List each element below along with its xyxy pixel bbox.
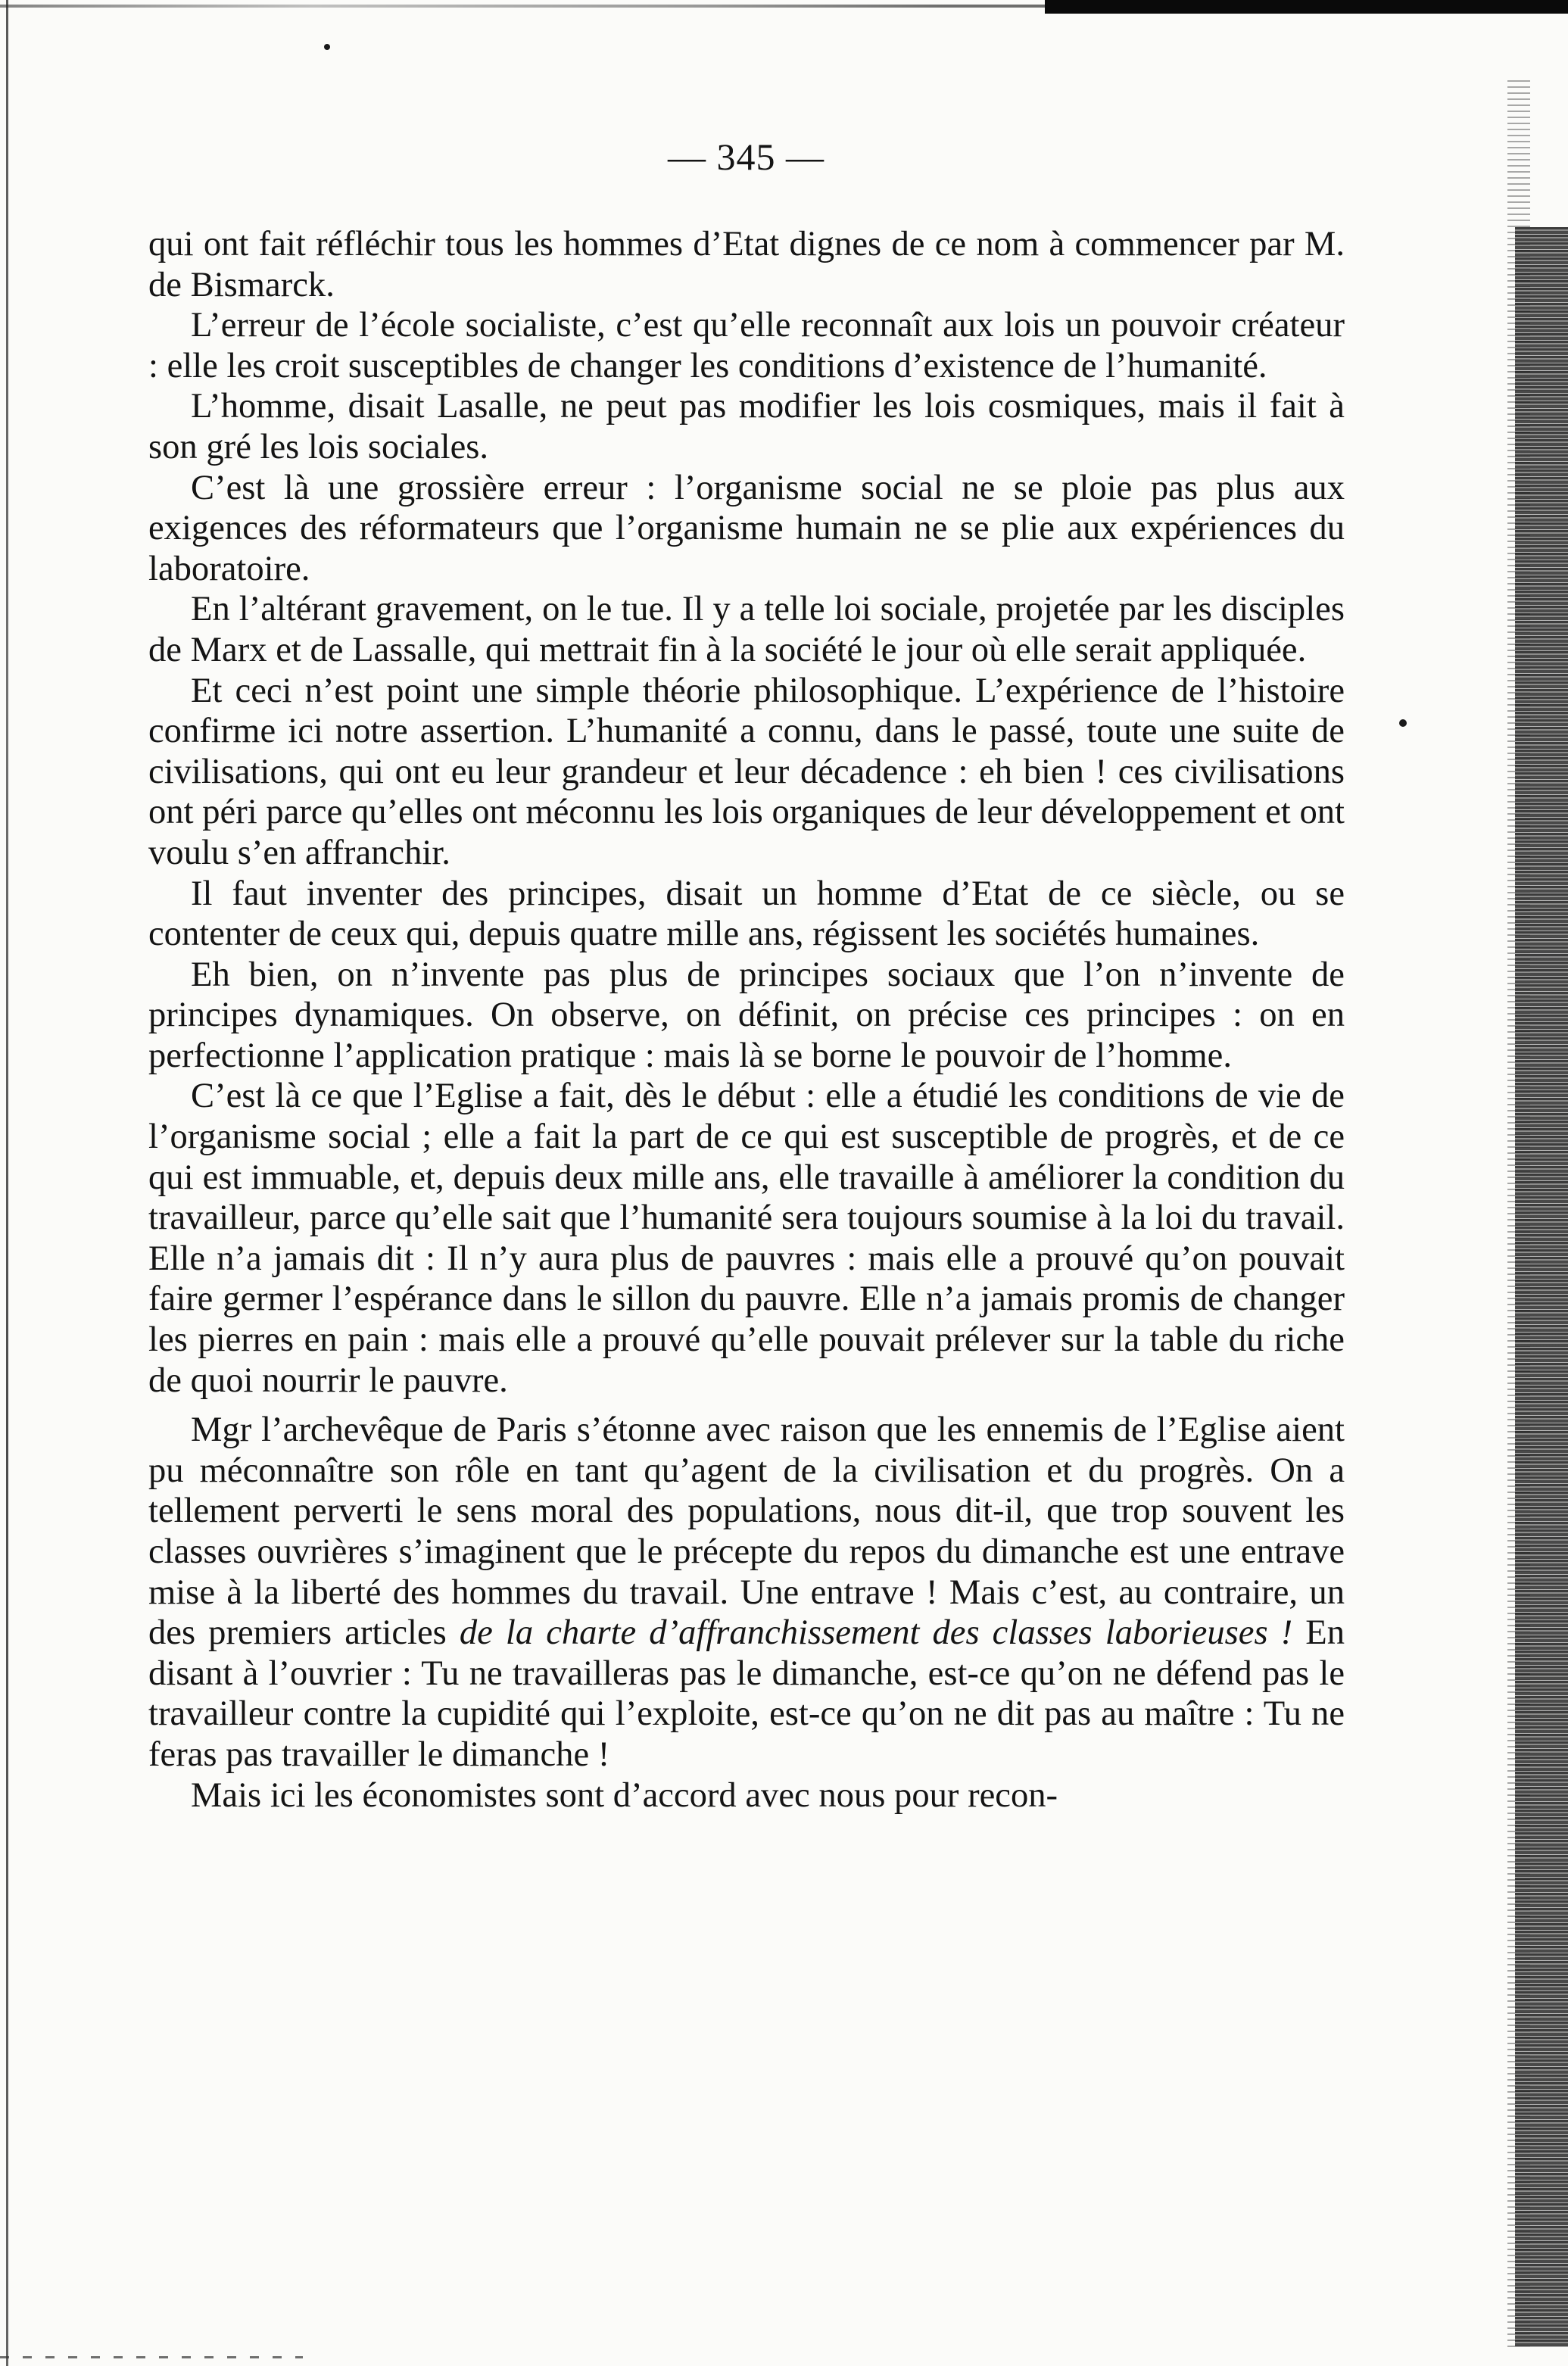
scan-top-border [1045,0,1568,14]
paragraph: Il faut inventer des principes, disait un homme d’Etat de ce siècle, ou se contenter de ceux qui, depuis quatre mille ans, régissent les sociétés humaines. [148,873,1345,954]
paragraph: L’erreur de l’école socialiste, c’est qu’elle reconnaît aux lois un pouvoir créateur : elle les croit susceptibles de changer les conditions d’existence de l’humanité. [148,305,1345,385]
paragraph: Mais ici les économistes sont d’accord avec nous pour recon- [191,1775,1058,1815]
paragraph-text: Mgr l’archevêque de Paris s’étonne avec raison que les ennemis de l’Eglise aient pu méconnaître son rôle en tant qu’agent de la civilisation et du progrès. On a tellement perverti le sens moral des populations, nous dit-il, que trop souvent les classes ouvrières s’imaginent que le précepte du repos du dimanche est une entrave mise à la liberté des hommes du travail. Une entrave ! Mais c’est, au contraire, un des premiers articles [148,1410,1345,1653]
paragraph: L’homme, disait Lasalle, ne peut pas modifier les lois cosmiques, mais il fait à son gré les lois sociales. [148,386,1345,466]
paragraph: En l’altérant gravement, on le tue. Il y a telle loi sociale, projetée par les disciples de Marx et de Lassalle, qui mettrait fin à la société le jour où elle serait appliquée. [148,589,1345,669]
paragraph: Eh bien, on n’invente pas plus de principes sociaux que l’on n’invente de principes dynamiques. On observe, on définit, on précise ces principes : on en perfectionne l’application pratique : mais là se borne le pouvoir de l’homme. [148,954,1345,1075]
paragraph: C’est là ce que l’Eglise a fait, dès le début : elle a étudié les conditions de vie de l’organisme social ; elle a fait la part de ce qui est susceptible de progrès, et de ce qui est immuable, et, depuis deux mille ans, elle travaille à améliorer la condition du travailleur, parce qu’elle sait que l’humanité sera toujours soumise à la loi du travail. Elle n’a jamais dit : Il n’y aura plus de pauvres : mais elle a prouvé qu’on pouvait faire germer l’espérance dans le sillon du pauvre. Elle n’a jamais promis de changer les pierres en pain : mais elle a prouvé qu’elle pouvait prélever sur la table du riche de quoi nourrir le pauvre. [148,1076,1345,1400]
page-number: — 345 — [668,136,825,178]
scan-speck [1399,719,1407,727]
scan-left-edge [6,0,8,2366]
paragraph: C’est là une grossière erreur : l’organisme social ne se ploie pas plus aux exigences des réformateurs que l’organisme humain ne se plie aux expériences du laboratoire. [148,467,1345,588]
scan-speck [324,44,330,50]
paragraph: Et ceci n’est point une simple théorie philosophique. L’expérience de l’histoire confirme ici notre assertion. L’humanité a connu, dans le passé, toute une suite de civilisations, qui ont eu leur grandeur et leur décadence : eh bien ! ces civilisations ont péri parce qu’elles ont méconnu les lois organiques de leur développement et ont voulu s’en affranchir. [148,670,1345,872]
italic-phrase: de la charte d’affranchissement des classes laborieuses ! [459,1613,1293,1653]
scan-right-edge [1515,227,1568,2347]
paragraph-text: En disant à l’ouvrier : Tu ne travailleras pas le dimanche, est-ce qu’on ne défend pas le travailleur contre la cupidité qui l’exploite, est-ce qu’on ne dit pas au maître : Tu ne feras pas travailler le dimanche ! [148,1613,1345,1774]
paragraph: qui ont fait réfléchir tous les hommes d’Etat dignes de ce nom à commencer par M. de Bismarck. [148,224,1345,304]
body-text [148,224,1345,1816]
scan-bottom-edge [0,2356,303,2358]
paragraph [148,1410,1345,1775]
